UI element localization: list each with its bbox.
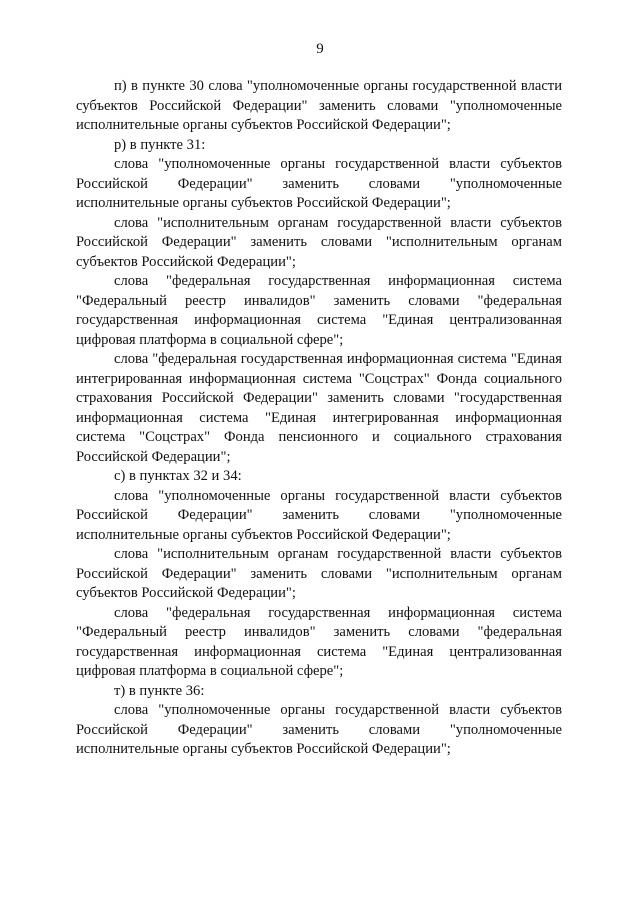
paragraph-item-r-heading: р) в пункте 31: (114, 136, 206, 153)
paragraph-s-federal-registry: слова "федеральная государственная информационная система "Федеральный реестр инвалидов" заменить словами "федеральная государственная информационная система "Единая централизованная цифровая платформа в социальной сфере"; (76, 604, 562, 679)
page-number: 9 (316, 41, 324, 57)
paragraph-item-t-heading: т) в пункте 36: (114, 682, 205, 699)
paragraph-item-s-heading: с) в пунктах 32 и 34: (114, 468, 242, 484)
paragraph-r-authorized-bodies: слова "уполномоченные органы государственной власти субъектов Российской Федерации" заменить словами "уполномоченные исполнительные органы субъектов Российской Федерации"; (76, 156, 562, 211)
paragraph-t-authorized-bodies: слова "уполномоченные органы государственной власти субъектов Российской Федерации" заменить словами "уполномоченные исполнительные органы субъектов Российской Федерации"; (76, 702, 562, 757)
document-body (76, 77, 562, 760)
paragraph-item-p: п) в пункте 30 слова "уполномоченные органы государственной власти субъектов Российской Федерации" заменить словами "уполномоченные исполнительные органы субъектов Российской Федерации"; (76, 78, 562, 133)
paragraph-r-federal-registry: слова "федеральная государственная информационная система "Федеральный реестр инвалидов" заменить словами "федеральная государственная информационная система "Единая централизованная цифровая платформа в социальной сфере"; (76, 273, 562, 348)
paragraph-r-socstrakh-system: слова "федеральная государственная информационная система "Единая интегрированная информационная система "Соцстрах" Фонда социального страхования Российской Федерации" заменить словами "государственная информационная система "Единая интегрированная информационная система "Соцстрах" Фонда пенсионного и социального страхования Российской Федерации"; (76, 351, 562, 465)
paragraph-s-executive-bodies: слова "исполнительным органам государственной власти субъектов Российской Федерации" заменить словами "исполнительным органам субъектов Российской Федерации"; (76, 546, 562, 601)
paragraph-r-executive-bodies: слова "исполнительным органам государственной власти субъектов Российской Федерации" заменить словами "исполнительным органам субъектов Российской Федерации"; (76, 214, 562, 270)
paragraph-s-authorized-bodies: слова "уполномоченные органы государственной власти субъектов Российской Федерации" заменить словами "уполномоченные исполнительные органы субъектов Российской Федерации"; (76, 487, 562, 543)
